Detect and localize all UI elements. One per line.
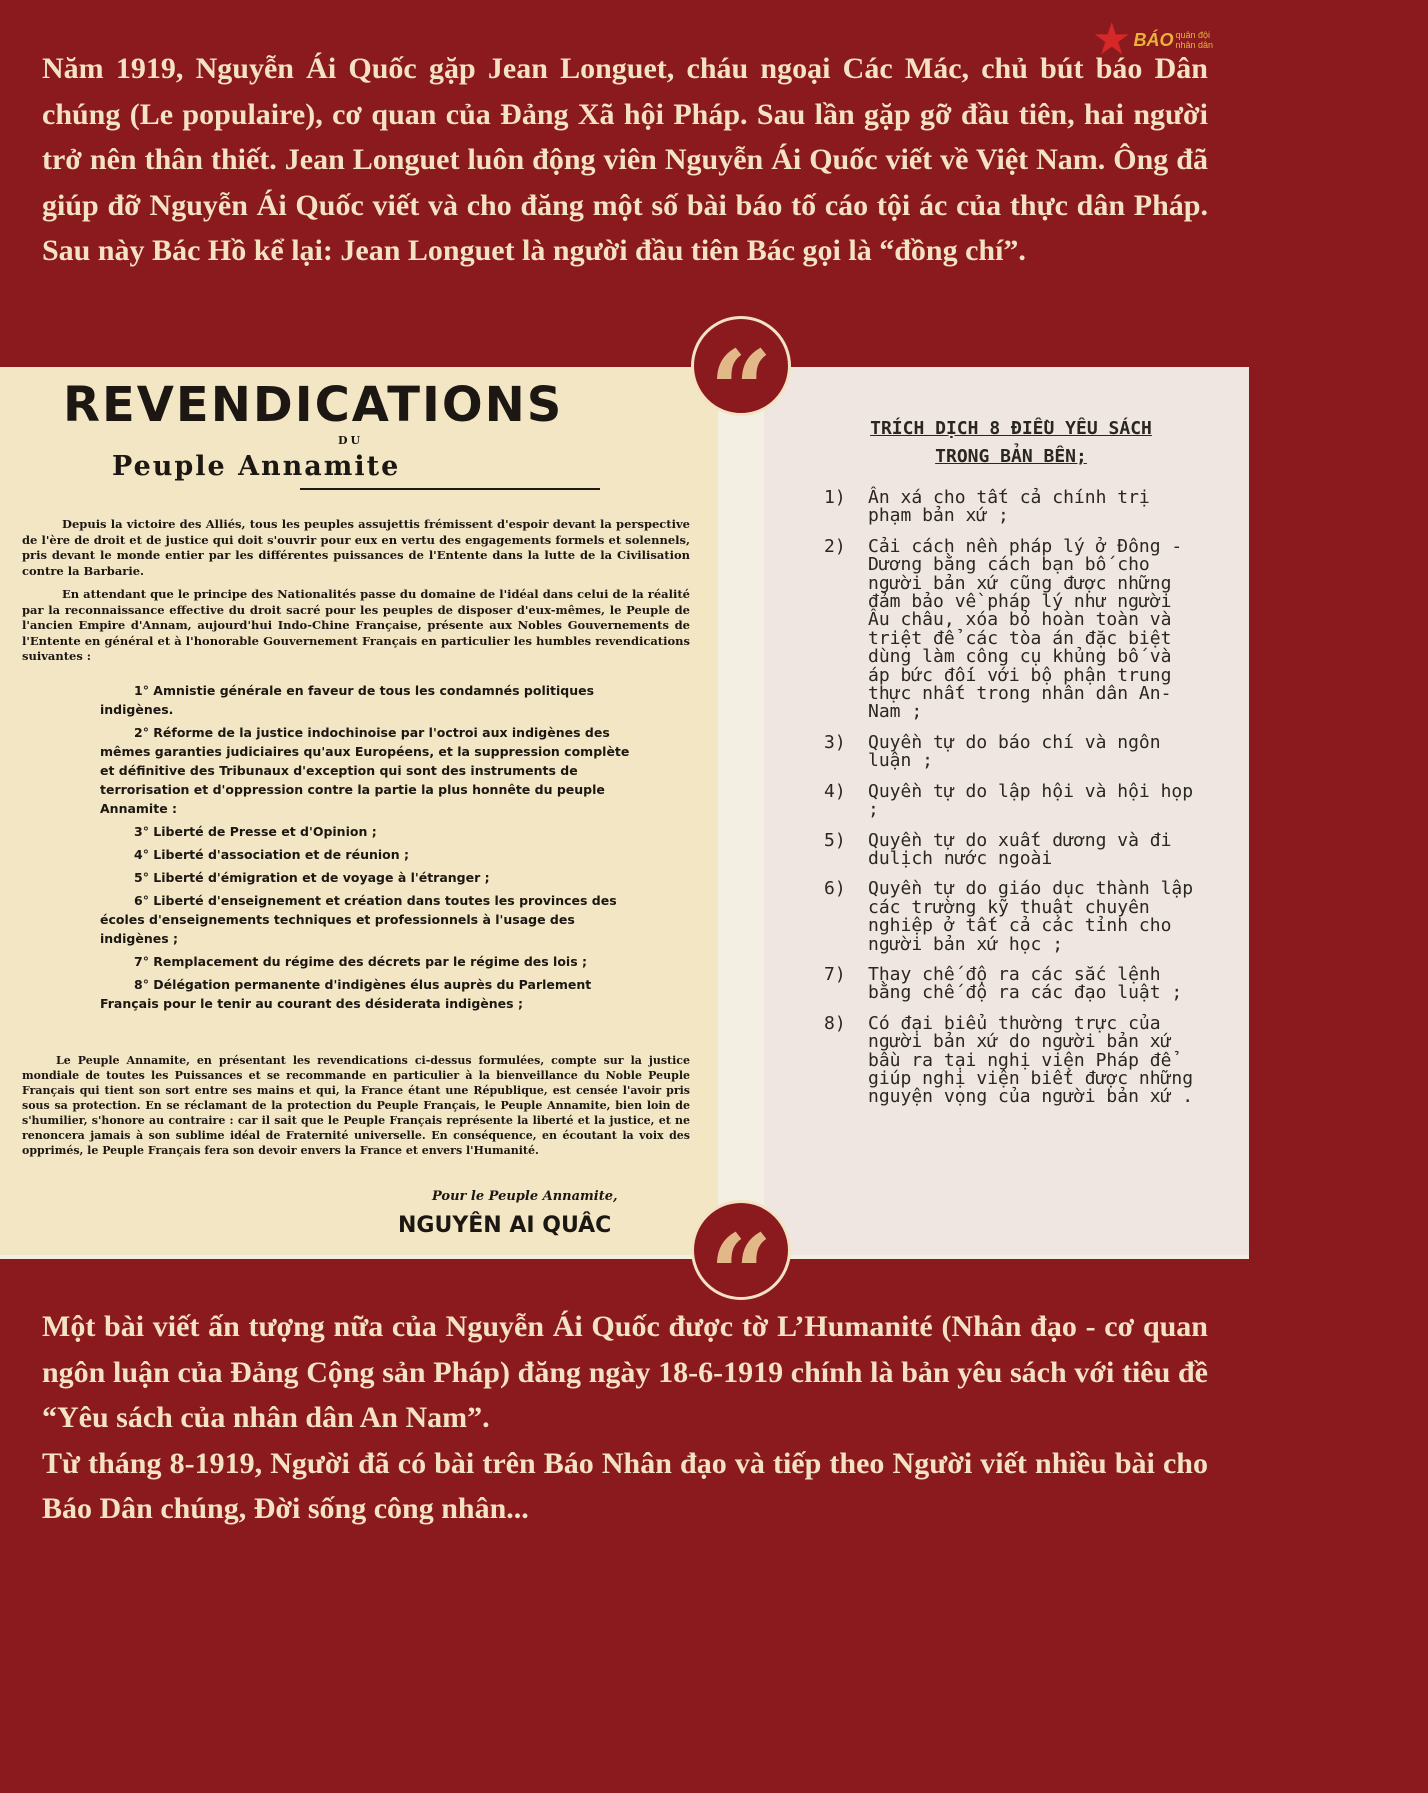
revendications-list (100, 681, 640, 1017)
revendication-item: 2° Réforme de la justice indochinoise par l'octroi aux indigènes des mêmes garanties judiciaires qu'aux Européens, et la suppression complète et définitive des Tribunaux d'exception qui sont des instruments de terrorisation et d'oppression contre la partie la plus honnête du peuple Annamite : (100, 725, 630, 816)
item-text: Quyền tự do báo chí và ngôn luận ; (868, 731, 1161, 772)
document-title: REVENDICATIONS (63, 377, 564, 433)
item-number: 8) (824, 1012, 846, 1034)
document-closing: Le Peuple Annamite, en présentant les revendications ci-dessus formulées, compte sur la justice mondiale de toutes les Puissances et se recommande en particulier à la bienveillance du Noble Peuple Français qui tient son sort entre ses mains et qui, la France étant une République, est censée l'avoir pris sous sa protection. En se réclamant de la protection du Peuple Français, le Peuple Annamite, bien loin de s'humilier, s'honore au contraire : car il sait que le Peuple Français représente la liberté et la justice, et ne renoncera jamais à son sublime idéal de Fraternité universelle. En conséquence, en écoutant la voix des opprimés, le Peuple Français fera son devoir envers la France et envers l'Humanité. (22, 1054, 690, 1157)
translation-item (824, 880, 1199, 954)
revendication-item: 6° Liberté d'enseignement et création dans toutes les provinces des écoles d'enseignements techniques et professionnels à l'usage des indigènes ; (100, 893, 617, 946)
intro-paragraph: Năm 1919, Nguyễn Ái Quốc gặp Jean Longuet, cháu ngoại Các Mác, chủ bút báo Dân chúng (Le populaire), cơ quan của Đảng Xã hội Pháp. Sau lần gặp gỡ đầu tiên, hai người trở nên thân thiết. Jean Longuet luôn động viên Nguyễn Ái Quốc viết về Việt Nam. Ông đã giúp đỡ Nguyễn Ái Quốc viết và cho đăng một số bài báo tố cáo tội ác của thực dân Pháp. Sau này Bác Hồ kể lại: Jean Longuet là người đầu tiên Bác gọi là “đồng chí”. (42, 52, 1208, 267)
translation-item (824, 963, 1199, 1004)
translation-item (824, 489, 1199, 526)
translation-item (824, 535, 1199, 723)
star-icon: ★ (1092, 14, 1132, 65)
item-text: Quyền tự do lập hội và hội họp ; (868, 780, 1194, 821)
document-intro-2: En attendant que le principe des Nationalités passe du domaine de l'idéal dans celui de la réalité par la reconnaissance effective du droit sacré pour les peuples de disposer d'eux-mêmes, le Peuple de l'ancien Empire d'Annam, aujourd'hui Indo-Chine Française, présente aux Nobles Gouvernements de l'Entente en général et à l'honorable Gouvernement Français en particulier les humbles revendications suivantes : (22, 587, 690, 663)
document-subtitle: Peuple Annamite (112, 451, 401, 482)
item-text: Cải cách nền pháp lý ở Đông - Dương bằng cách bạn bố cho người bản xứ cũng được những đảm bảo về pháp lý như người Âu châu, xóa bỏ hoàn toàn và triệt để các tòa án đặc biệt dùng làm công cụ khủng bố và áp bức đối với bộ phận trung thực nhất trong nhân dân An-Nam ; (868, 535, 1183, 723)
item-text: Ân xá cho tất cả chính trị phạm bản xứ ; (868, 487, 1150, 527)
revendication-item: 7° Remplacement du régime des décrets par le régime des lois ; (134, 954, 588, 969)
translation-title-line1: TRÍCH DỊCH 8 ĐIỀU YÊU SÁCH (870, 418, 1152, 439)
french-document-image (0, 367, 718, 1255)
translation-title-line2: TRONG BẢN BÊN; (935, 446, 1087, 467)
item-number: 2) (824, 535, 846, 557)
signature-name: NGUYÊN AI QUÂC (398, 1213, 612, 1238)
translation-item (824, 731, 1199, 772)
translation-title (826, 415, 1196, 471)
quote-mark-bottom (691, 1200, 791, 1339)
document-du: DU (338, 434, 364, 447)
item-text: Có đại biểu thường trực của người bản xứ do người bản xứ bầu ra tại nghị viện Pháp để giúp nghị viện biết được những nguyện vọng của người bản xứ . (868, 1012, 1194, 1108)
item-text: Thay chế độ ra các sắc lệnh bằng chế độ ra các đạo luật ; (868, 963, 1183, 1004)
logo-sub-line1: quân đội (1175, 30, 1210, 40)
revendication-item: 1° Amnistie générale en faveur de tous les condamnés politiques indigènes. (100, 683, 595, 717)
translation-item (824, 1012, 1199, 1108)
item-text: Quyền tự do giáo dục thành lập các trường kỹ thuật chuyên nghiệp ở tất cả các tỉnh cho người bản xứ học ; (868, 878, 1194, 955)
revendication-item: 3° Liberté de Presse et d'Opinion ; (134, 824, 377, 839)
top-band (0, 0, 1249, 367)
closing-paragraph (42, 1304, 1208, 1532)
item-text: Quyền tự do xuất dương và đi dulịch nước ngoài (868, 829, 1172, 869)
translation-list (824, 489, 1199, 1119)
translation-document-image (764, 367, 1249, 1255)
item-number: 6) (824, 878, 846, 900)
title-divider (300, 488, 600, 490)
signature-line: Pour le Peuple Annamite, (432, 1189, 618, 1204)
quote-icon: “ (709, 326, 773, 455)
document-intro-1: Depuis la victoire des Alliés, tous les peuples assujettis frémissent d'espoir devant la perspective de l'ère de droit et de justice qui doit s'ouvrir pour eux en vertu des engagements formels et solennels, pris devant le monde entier par les différentes puissances de l'Entente dans la lutte de la Civilisation contre la Barbarie. (22, 517, 690, 578)
revendication-item: 4° Liberté d'association et de réunion ; (134, 847, 409, 862)
revendication-item: 8° Délégation permanente d'indigènes élus auprès du Parlement Français pour le tenir au courant des désiderata indigènes ; (100, 977, 592, 1011)
item-number: 4) (824, 780, 846, 802)
logo-name: BÁO (1133, 29, 1174, 50)
item-number: 3) (824, 731, 846, 753)
translation-item (824, 829, 1199, 869)
closing-paragraph-1: Một bài viết ấn tượng nữa của Nguyễn Ái Quốc được tờ L’Humanité (Nhân đạo - cơ quan ngôn luận của Đảng Cộng sản Pháp) đăng ngày 18-6-1919 chính là bản yêu sách với tiêu đề “Yêu sách của nhân dân An Nam”. (42, 1310, 1208, 1434)
closing-paragraph-2: Từ tháng 8-1919, Người đã có bài trên Báo Nhân đạo và tiếp theo Người viết nhiều bài cho Báo Dân chúng, Đời sống công nhân... (42, 1446, 1208, 1525)
revendication-item: 5° Liberté d'émigration et de voyage à l'étranger ; (134, 870, 490, 885)
item-number: 7) (824, 963, 846, 985)
quote-icon: “ (709, 1210, 773, 1339)
item-number: 5) (824, 829, 846, 851)
quote-mark-top (691, 316, 791, 455)
translation-item (824, 780, 1199, 821)
item-number: 1) (824, 487, 846, 508)
logo-sub-line2: nhân dân (1175, 40, 1213, 50)
documents-panel (0, 367, 1249, 1259)
